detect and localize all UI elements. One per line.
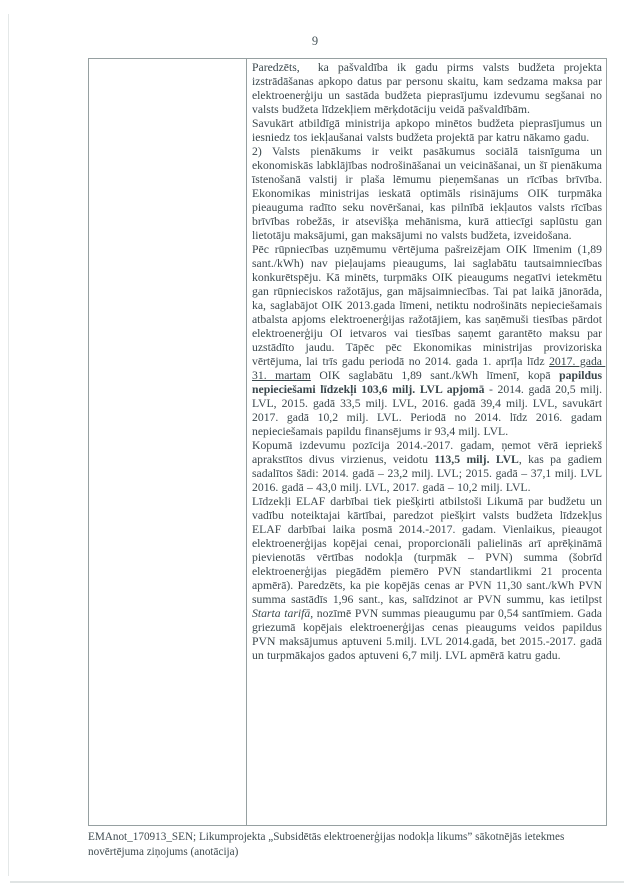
text-run: Līdzekļi ELAF darbībai tiek piešķirti atbilstoši Likumā par budžetu un vadību noteiktajai kārtībai, paredzot piešķirt valsts budžeta līdzekļus ELAF darbībai laika posmā 2014.-2017. gadam. Vienlaikus, pieaugot elektroenerģijas kopējai cenai, proporcionāli palielinās arī aprēķināmā pievienotās vērtības nodokļa (turpmāk – PVN) summa (šobrīd elektroenerģijas piegādēm piemēro PVN standartlikmi 21 procenta apmērā). Paredzēts, ka pie kopējās cenas ar PVN 11,30 sant./kWh PVN summa sastādīs 1,96 sant., kas, salīdzinot ar PVN summu, kas ietilpst — [252, 495, 606, 606]
text-run: Savukārt atbildīgā ministrija apkopo minētos budžeta pieprasījumus un iesniedz tos iekļaušanai valsts budžeta projektā par katru nākamo gadu. — [252, 117, 606, 144]
paragraph — [252, 117, 606, 145]
paragraph — [252, 243, 606, 439]
text-run: Kopumā izdevumu pozīcija 2014.-2017. gadam, ņemot vērā iepriekš aprakstītos divus virzienus, veidotu — [252, 439, 606, 466]
scan-artifact-bottom-edge — [10, 881, 624, 883]
paragraph — [252, 495, 606, 663]
text-run: 2017. gada 31. martam — [252, 355, 606, 382]
text-run: , kas pa gadiem sadalītos šādi: 2014. gadā – 23,2 milj. LVL; 2015. gadā – 37,1 milj. LVL 2016. gadā – 43,0 milj. LVL, 2017. gadā – 10,2 milj. LVL. — [252, 453, 606, 494]
text-run: Starta tarifā — [252, 607, 311, 620]
paragraph — [252, 439, 606, 495]
text-run: Paredzēts, ka pašvaldība ik gadu pirms valsts budžeta projekta izstrādāšanas apkopo datus par personu skaitu, kam sedzama maksa par elektroenerģiju un sastāda budžeta pieprasījumu izdevumu segšanai no valsts budžeta līdzekļiem mērķdotāciju veidā pašvaldībām. — [252, 61, 606, 116]
text-run: 2) Valsts pienākums ir veikt pasākumus sociālā taisnīguma un ekonomiskās labklājības nodrošināšanai un veicināšanai, un šī pienākuma īstenošanā valstij ir plaša lēmumu pieņemšanas un rīcības brīvība. Ekonomikas ministrijas ieskatā optimāls risinājums OIK turpmāka pieauguma radīto seku novēršanai, kas pilnībā iekļautos valsts rīcības brīvības robežās, ir atsevišķa mehānisma, kurā attiecīgi saplūstu gan lietotāju maksājumi, gan maksājumi no valsts budžeta, izveidošana. — [252, 145, 606, 242]
text-run: Pēc rūpniecības uzņēmumu vērtējuma pašreizējam OIK līmenim (1,89 sant./kWh) nav pieļaujams pieaugums, lai saglabātu tautsaimniecības konkurētspēju. Kā minēts, turpmāks OIK pieaugums negatīvi ietekmētu gan rūpnieciskos ražotājus, gan mājsaimniecības. Tai pat laikā jānorāda, ka, saglabājot OIK 2013.gada līmeni, netiktu nodrošināts nepieciešamais atbalsta apjoms elektroenerģijas ražotājiem, kas saņēmuši tiesības pārdot elektroenerģiju OI ietvaros vai tiesības saņemt garantēto maksu par uzstādīto jaudu. Tāpēc pēc Ekonomikas ministrijas provizoriska vērtējuma, lai trīs gadu periodā no 2014. gada 1. aprīļa līdz — [252, 243, 606, 368]
text-run: 113,5 milj. LVL — [434, 453, 519, 466]
scan-artifact-left-edge — [8, 14, 9, 876]
content-table — [88, 58, 607, 826]
text-run: papildus nepieciešami līdzekļi 103,6 milj. LVL apjomā — [252, 369, 606, 396]
paragraph — [252, 145, 606, 243]
document-footer-note: EMAnot_170913_SEN; Likumprojekta „Subsidētās elektroenerģijas nodokļa likums” sākotnējās ietekmes novērtējuma ziņojums (anotācija) — [88, 831, 565, 858]
paragraph — [252, 61, 606, 117]
text-run: - 2014. gadā 20,5 milj. LVL, 2015. gadā 33,5 milj. LVL, 2016. gadā 39,4 milj. LVL, savukārt 2017. gadā 10,2 milj. LVL. Periodā no 2014. līdz 2016. gadam nepieciešamais papildu finansējums ir 93,4 milj. LVL. — [252, 383, 606, 438]
text-run: OIK saglabātu 1,89 sant./kWh līmenī, kopā — [310, 369, 560, 382]
page-number: 9 — [311, 34, 319, 48]
table-cell-right-text — [247, 59, 606, 825]
table-cell-left-empty — [89, 59, 247, 825]
text-run: , nozīmē PVN summas pieaugumu par 0,54 santīmiem. Gada griezumā kopējais elektroenerģijas cenas pieaugums veidos papildus PVN maksājumus aptuveni 5.milj. LVL 2014.gadā, bet 2015.-2017. gadā un turpmākajos gados aptuveni 6,7 milj. LVL apmērā katru gadu. — [252, 607, 606, 662]
